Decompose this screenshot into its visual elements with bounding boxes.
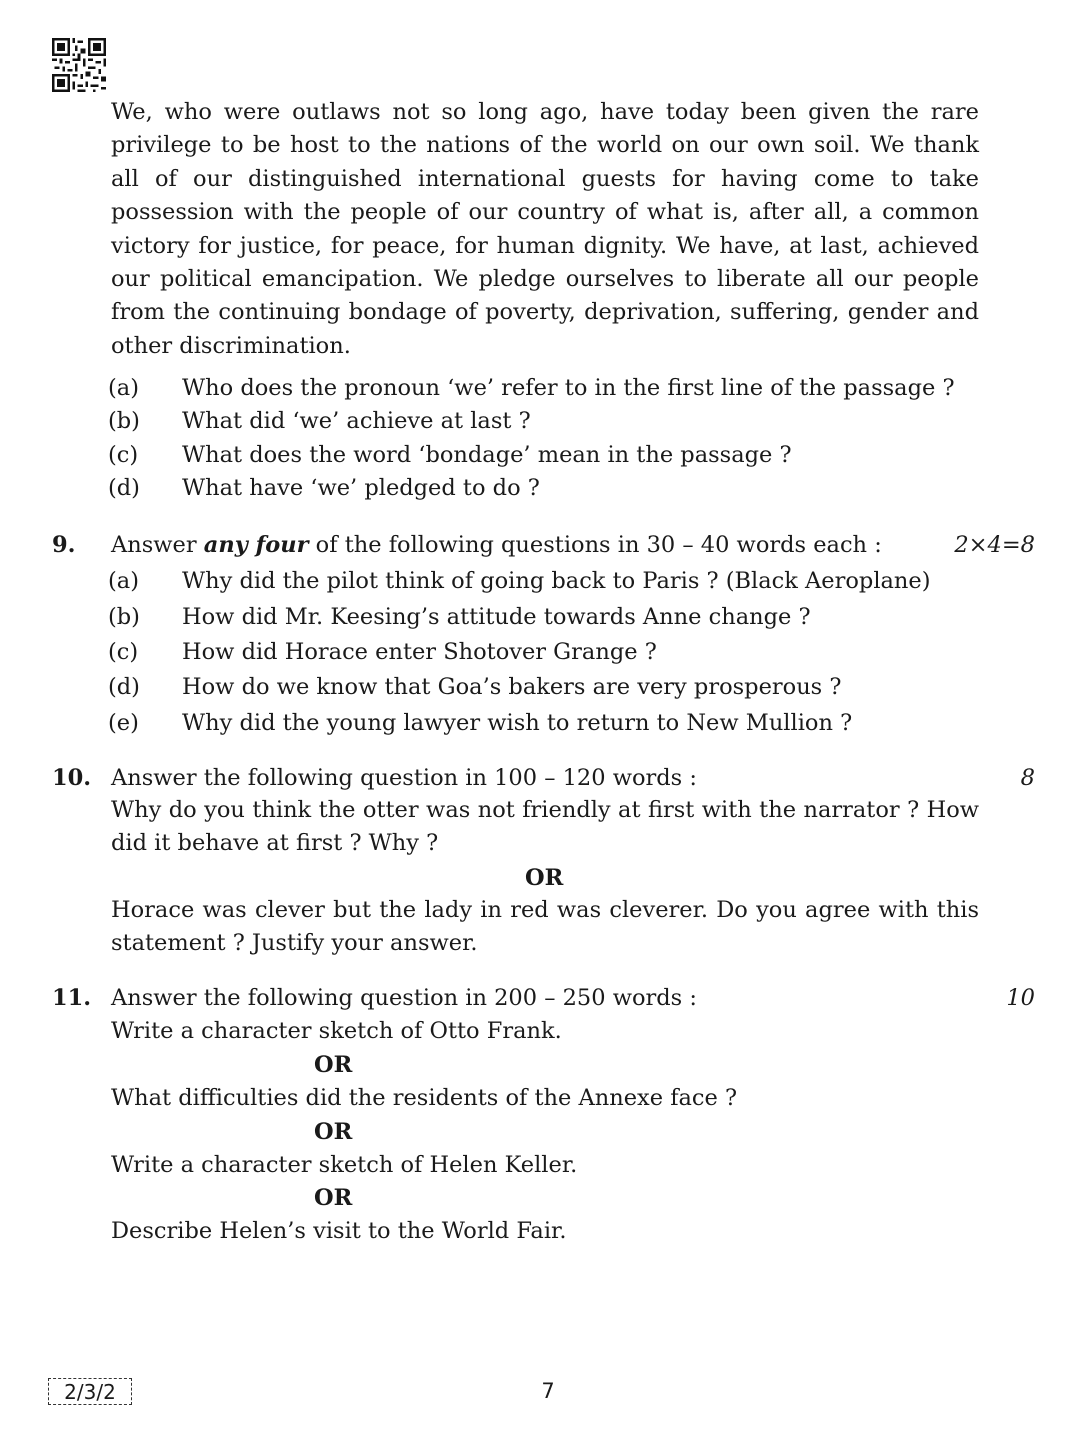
sub-label: (c) [108,639,139,665]
or-divider: OR [525,865,564,891]
q11-instruction: Answer the following question in 200 – 250 words : [111,985,697,1011]
q9-instruction [111,531,882,559]
sub-text: What does the word ‘bondage’ mean in the passage ? [182,442,792,468]
q11-number: 11. [52,985,92,1011]
sub-text: Who does the pronoun ‘we’ refer to in the first line of the passage ? [182,375,955,401]
page-number: 7 [541,1379,555,1403]
q11-option-3: Write a character sketch of Helen Keller. [111,1152,578,1178]
sub-text: How did Horace enter Shotover Grange ? [182,639,657,665]
sub-text: Why did the young lawyer wish to return to New Mullion ? [182,710,853,736]
q9-marks: 2×4=8 [954,532,1035,558]
q11-option-2: What difficulties did the residents of the Annexe face ? [111,1085,738,1111]
sub-label: (b) [108,408,140,434]
paper-code: 2/3/2 [48,1378,132,1405]
q10-option-2: Horace was clever but the lady in red was cleverer. Do you agree with this statement ? Justify your answer. [111,897,979,957]
q10-number: 10. [52,765,92,791]
q11-option-4: Describe Helen’s visit to the World Fair. [111,1218,567,1244]
q9-instr-emphasis: any four [203,532,309,558]
or-divider: OR [314,1052,353,1078]
passage-text: We, who were outlaws not so long ago, have today been given the rare privilege to be host to the nations of the world on our own soil. We thank all of our distinguished international guests for having come to take possession with the people of our country of what is, after all, a common victory for justice, for peace, for human dignity. We have, at last, achieved our political emancipation. We pledge ourselves to liberate all our people from the continuing bondage of poverty, deprivation, suffering, gender and other discrimination. [111,99,979,359]
sub-text: How do we know that Goa’s bakers are very prosperous ? [182,674,842,700]
or-divider: OR [314,1185,353,1211]
sub-label: (d) [108,674,140,700]
sub-text: What did ‘we’ achieve at last ? [182,408,531,434]
sub-label: (d) [108,475,140,501]
sub-label: (a) [108,568,139,594]
q10-instruction: Answer the following question in 100 – 120 words : [111,765,697,791]
sub-label: (c) [108,442,139,468]
q9-number: 9. [52,532,76,558]
q10-marks: 8 [1020,765,1035,791]
qr-code [52,38,106,92]
q9-instr-pre: Answer [111,532,204,558]
or-divider: OR [314,1119,353,1145]
sub-label: (b) [108,604,140,630]
q9-instr-post: of the following questions in 30 – 40 words each : [308,532,882,558]
sub-text: What have ‘we’ pledged to do ? [182,475,540,501]
sub-text: How did Mr. Keesing’s attitude towards Anne change ? [182,604,811,630]
sub-label: (a) [108,375,139,401]
sub-label: (e) [108,710,139,736]
q10-option-1: Why do you think the otter was not friendly at first with the narrator ? How did it behave at first ? Why ? [111,797,979,857]
sub-text: Why did the pilot think of going back to Paris ? (Black Aeroplane) [182,568,931,594]
q11-marks: 10 [1006,985,1035,1011]
q11-option-1: Write a character sketch of Otto Frank. [111,1018,562,1044]
